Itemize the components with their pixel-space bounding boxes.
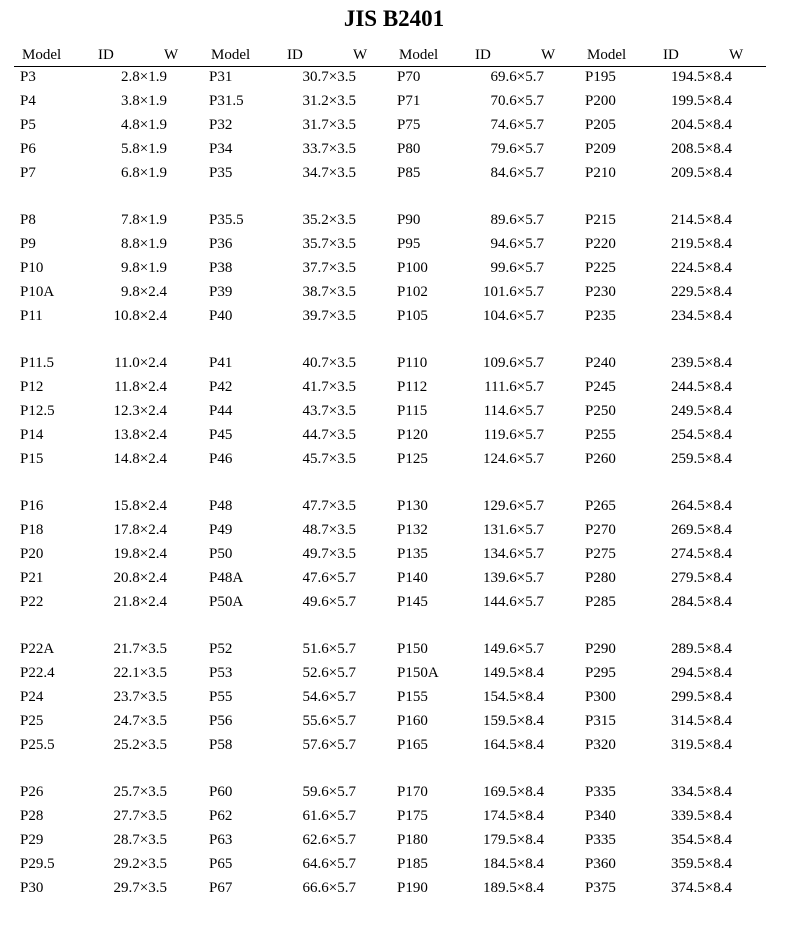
size-cell: 27.7×3.5	[113, 808, 167, 824]
model-cell: P10A	[20, 284, 55, 300]
model-cell: P255	[585, 427, 616, 443]
size-cell: 35.7×3.5	[302, 236, 356, 252]
model-cell: P90	[397, 212, 421, 228]
model-cell: P6	[20, 141, 36, 157]
model-cell: P3	[20, 69, 36, 85]
size-cell: 70.6×5.7	[490, 93, 544, 109]
header-w-2: W	[353, 47, 368, 63]
model-cell: P215	[585, 212, 616, 228]
size-cell: 94.6×5.7	[490, 236, 544, 252]
size-cell: 249.5×8.4	[671, 403, 732, 419]
size-cell: 229.5×8.4	[671, 284, 732, 300]
model-cell: P46	[209, 451, 233, 467]
size-cell: 62.6×5.7	[302, 832, 356, 848]
model-cell: P150A	[397, 665, 439, 681]
size-cell: 339.5×8.4	[671, 808, 732, 824]
model-cell: P315	[585, 713, 616, 729]
size-cell: 5.8×1.9	[121, 141, 167, 157]
model-cell: P115	[397, 403, 428, 419]
size-cell: 149.6×5.7	[483, 641, 544, 657]
model-cell: P190	[397, 880, 428, 896]
model-cell: P112	[397, 379, 428, 395]
model-cell: P205	[585, 117, 616, 133]
model-cell: P9	[20, 236, 36, 252]
model-cell: P49	[209, 522, 233, 538]
size-cell: 124.6×5.7	[483, 451, 544, 467]
model-cell: P125	[397, 451, 428, 467]
model-cell: P95	[397, 236, 421, 252]
size-cell: 14.8×2.4	[113, 451, 167, 467]
model-cell: P185	[397, 856, 428, 872]
model-cell: P24	[20, 689, 44, 705]
size-cell: 43.7×3.5	[302, 403, 356, 419]
size-cell: 33.7×3.5	[302, 141, 356, 157]
size-cell: 239.5×8.4	[671, 355, 732, 371]
model-cell: P42	[209, 379, 233, 395]
size-cell: 37.7×3.5	[302, 260, 356, 276]
size-cell: 9.8×1.9	[121, 260, 167, 276]
model-cell: P240	[585, 355, 616, 371]
model-cell: P45	[209, 427, 233, 443]
size-cell: 54.6×5.7	[302, 689, 356, 705]
size-cell: 21.7×3.5	[113, 641, 167, 657]
size-cell: 294.5×8.4	[671, 665, 732, 681]
model-cell: P22.4	[20, 665, 55, 681]
size-cell: 104.6×5.7	[483, 308, 544, 324]
model-cell: P15	[20, 451, 44, 467]
model-cell: P22A	[20, 641, 55, 657]
model-cell: P230	[585, 284, 616, 300]
size-cell: 20.8×2.4	[113, 570, 167, 586]
model-cell: P250	[585, 403, 616, 419]
model-cell: P225	[585, 260, 616, 276]
model-cell: P21	[20, 570, 44, 586]
model-cell: P26	[20, 784, 44, 800]
model-cell: P80	[397, 141, 421, 157]
model-cell: P20	[20, 546, 44, 562]
model-cell: P320	[585, 737, 616, 753]
size-cell: 48.7×3.5	[302, 522, 356, 538]
model-cell: P29.5	[20, 856, 55, 872]
size-cell: 9.8×2.4	[121, 284, 167, 300]
size-cell: 79.6×5.7	[490, 141, 544, 157]
model-cell: P5	[20, 117, 36, 133]
model-cell: P235	[585, 308, 616, 324]
model-cell: P65	[209, 856, 233, 872]
size-cell: 101.6×5.7	[483, 284, 544, 300]
size-cell: 39.7×3.5	[302, 308, 356, 324]
size-cell: 334.5×8.4	[671, 784, 732, 800]
model-cell: P145	[397, 594, 428, 610]
size-cell: 154.5×8.4	[483, 689, 544, 705]
size-cell: 29.2×3.5	[113, 856, 167, 872]
model-cell: P209	[585, 141, 616, 157]
size-cell: 359.5×8.4	[671, 856, 732, 872]
size-cell: 47.7×3.5	[302, 498, 356, 514]
header-id-3: ID	[475, 47, 491, 63]
size-cell: 319.5×8.4	[671, 737, 732, 753]
model-cell: P132	[397, 522, 428, 538]
model-cell: P335	[585, 832, 616, 848]
size-cell: 234.5×8.4	[671, 308, 732, 324]
header-w-1: W	[164, 47, 179, 63]
size-cell: 284.5×8.4	[671, 594, 732, 610]
size-cell: 244.5×8.4	[671, 379, 732, 395]
model-cell: P175	[397, 808, 428, 824]
model-cell: P70	[397, 69, 421, 85]
size-cell: 66.6×5.7	[302, 880, 356, 896]
model-cell: P18	[20, 522, 44, 538]
model-cell: P52	[209, 641, 233, 657]
model-cell: P39	[209, 284, 233, 300]
model-cell: P165	[397, 737, 428, 753]
size-cell: 17.8×2.4	[113, 522, 167, 538]
size-cell: 10.8×2.4	[113, 308, 167, 324]
size-cell: 149.5×8.4	[483, 665, 544, 681]
size-cell: 2.8×1.9	[121, 69, 167, 85]
header-model-4: Model	[587, 47, 627, 63]
size-cell: 274.5×8.4	[671, 546, 732, 562]
model-cell: P335	[585, 784, 616, 800]
model-cell: P35.5	[209, 212, 244, 228]
size-cell: 354.5×8.4	[671, 832, 732, 848]
header-model-3: Model	[399, 47, 439, 63]
model-cell: P280	[585, 570, 616, 586]
size-cell: 55.6×5.7	[302, 713, 356, 729]
size-cell: 22.1×3.5	[113, 665, 167, 681]
size-cell: 4.8×1.9	[121, 117, 167, 133]
size-cell: 57.6×5.7	[302, 737, 356, 753]
size-cell: 21.8×2.4	[113, 594, 167, 610]
model-cell: P220	[585, 236, 616, 252]
model-cell: P50	[209, 546, 233, 562]
size-cell: 259.5×8.4	[671, 451, 732, 467]
model-cell: P360	[585, 856, 616, 872]
size-cell: 219.5×8.4	[671, 236, 732, 252]
model-cell: P150	[397, 641, 428, 657]
size-cell: 114.6×5.7	[483, 403, 544, 419]
model-cell: P7	[20, 165, 36, 181]
size-cell: 314.5×8.4	[671, 713, 732, 729]
model-cell: P340	[585, 808, 616, 824]
size-cell: 24.7×3.5	[113, 713, 167, 729]
size-cell: 84.6×5.7	[490, 165, 544, 181]
size-cell: 11.0×2.4	[114, 355, 167, 371]
model-cell: P375	[585, 880, 616, 896]
model-cell: P58	[209, 737, 233, 753]
size-cell: 119.6×5.7	[483, 427, 544, 443]
model-cell: P29	[20, 832, 44, 848]
page-title: JIS B2401	[343, 6, 445, 31]
model-cell: P210	[585, 165, 616, 181]
size-cell: 109.6×5.7	[483, 355, 544, 371]
model-cell: P75	[397, 117, 421, 133]
model-cell: P100	[397, 260, 428, 276]
size-cell: 59.6×5.7	[302, 784, 356, 800]
size-cell: 99.6×5.7	[490, 260, 544, 276]
size-cell: 194.5×8.4	[671, 69, 732, 85]
size-cell: 144.6×5.7	[483, 594, 544, 610]
size-cell: 374.5×8.4	[671, 880, 732, 896]
size-cell: 13.8×2.4	[113, 427, 167, 443]
model-cell: P34	[209, 141, 233, 157]
size-cell: 61.6×5.7	[302, 808, 356, 824]
size-cell: 199.5×8.4	[671, 93, 732, 109]
size-cell: 64.6×5.7	[302, 856, 356, 872]
model-cell: P63	[209, 832, 233, 848]
size-cell: 129.6×5.7	[483, 498, 544, 514]
model-cell: P270	[585, 522, 616, 538]
size-cell: 7.8×1.9	[121, 212, 167, 228]
model-cell: P25	[20, 713, 44, 729]
size-cell: 8.8×1.9	[121, 236, 167, 252]
size-cell: 31.2×3.5	[302, 93, 356, 109]
size-cell: 174.5×8.4	[483, 808, 544, 824]
size-cell: 179.5×8.4	[483, 832, 544, 848]
size-cell: 134.6×5.7	[483, 546, 544, 562]
size-cell: 15.8×2.4	[113, 498, 167, 514]
model-cell: P265	[585, 498, 616, 514]
size-cell: 111.6×5.7	[484, 379, 544, 395]
size-cell: 52.6×5.7	[302, 665, 356, 681]
model-cell: P275	[585, 546, 616, 562]
model-cell: P31.5	[209, 93, 244, 109]
header-id-1: ID	[98, 47, 114, 63]
size-cell: 25.7×3.5	[113, 784, 167, 800]
size-cell: 11.8×2.4	[114, 379, 167, 395]
model-cell: P16	[20, 498, 44, 514]
model-cell: P14	[20, 427, 44, 443]
header-model-1: Model	[22, 47, 62, 63]
model-cell: P60	[209, 784, 233, 800]
model-cell: P53	[209, 665, 233, 681]
size-cell: 45.7×3.5	[302, 451, 356, 467]
size-cell: 30.7×3.5	[302, 69, 356, 85]
model-cell: P285	[585, 594, 616, 610]
model-cell: P48A	[209, 570, 244, 586]
model-cell: P22	[20, 594, 44, 610]
model-cell: P40	[209, 308, 233, 324]
size-cell: 184.5×8.4	[483, 856, 544, 872]
size-cell: 204.5×8.4	[671, 117, 732, 133]
size-cell: 224.5×8.4	[671, 260, 732, 276]
model-cell: P195	[585, 69, 616, 85]
size-cell: 3.8×1.9	[121, 93, 167, 109]
model-cell: P38	[209, 260, 233, 276]
model-cell: P35	[209, 165, 233, 181]
model-cell: P11	[20, 308, 43, 324]
model-cell: P135	[397, 546, 428, 562]
size-cell: 131.6×5.7	[483, 522, 544, 538]
size-cell: 139.6×5.7	[483, 570, 544, 586]
size-cell: 89.6×5.7	[490, 212, 544, 228]
model-cell: P12.5	[20, 403, 55, 419]
model-cell: P140	[397, 570, 428, 586]
header-w-3: W	[541, 47, 556, 63]
model-cell: P102	[397, 284, 428, 300]
size-cell: 51.6×5.7	[302, 641, 356, 657]
size-cell: 279.5×8.4	[671, 570, 732, 586]
model-cell: P10	[20, 260, 44, 276]
size-cell: 47.6×5.7	[302, 570, 356, 586]
model-cell: P290	[585, 641, 616, 657]
size-cell: 74.6×5.7	[490, 117, 544, 133]
header-model-2: Model	[211, 47, 251, 63]
model-cell: P62	[209, 808, 233, 824]
model-cell: P245	[585, 379, 616, 395]
size-cell: 38.7×3.5	[302, 284, 356, 300]
model-cell: P71	[397, 93, 421, 109]
size-cell: 40.7×3.5	[302, 355, 356, 371]
size-cell: 12.3×2.4	[113, 403, 167, 419]
size-cell: 23.7×3.5	[113, 689, 167, 705]
size-cell: 28.7×3.5	[113, 832, 167, 848]
size-cell: 208.5×8.4	[671, 141, 732, 157]
size-cell: 299.5×8.4	[671, 689, 732, 705]
size-cell: 44.7×3.5	[302, 427, 356, 443]
size-cell: 169.5×8.4	[483, 784, 544, 800]
model-cell: P200	[585, 93, 616, 109]
size-cell: 264.5×8.4	[671, 498, 732, 514]
size-cell: 209.5×8.4	[671, 165, 732, 181]
model-cell: P28	[20, 808, 44, 824]
model-cell: P180	[397, 832, 428, 848]
size-cell: 49.6×5.7	[302, 594, 356, 610]
model-cell: P30	[20, 880, 44, 896]
model-cell: P11.5	[20, 355, 55, 371]
model-cell: P300	[585, 689, 616, 705]
size-cell: 34.7×3.5	[302, 165, 356, 181]
size-cell: 189.5×8.4	[483, 880, 544, 896]
model-cell: P4	[20, 93, 36, 109]
model-cell: P55	[209, 689, 233, 705]
model-cell: P260	[585, 451, 616, 467]
model-cell: P8	[20, 212, 36, 228]
model-cell: P130	[397, 498, 428, 514]
size-cell: 31.7×3.5	[302, 117, 356, 133]
model-cell: P56	[209, 713, 233, 729]
size-cell: 25.2×3.5	[113, 737, 167, 753]
model-cell: P170	[397, 784, 428, 800]
model-cell: P110	[397, 355, 428, 371]
size-cell: 69.6×5.7	[490, 69, 544, 85]
model-cell: P105	[397, 308, 428, 324]
size-cell: 35.2×3.5	[302, 212, 356, 228]
size-cell: 289.5×8.4	[671, 641, 732, 657]
header-id-2: ID	[287, 47, 303, 63]
size-cell: 49.7×3.5	[302, 546, 356, 562]
model-cell: P67	[209, 880, 233, 896]
model-cell: P295	[585, 665, 616, 681]
model-cell: P155	[397, 689, 428, 705]
model-cell: P44	[209, 403, 233, 419]
size-cell: 164.5×8.4	[483, 737, 544, 753]
size-cell: 269.5×8.4	[671, 522, 732, 538]
model-cell: P12	[20, 379, 44, 395]
model-cell: P50A	[209, 594, 244, 610]
model-cell: P32	[209, 117, 233, 133]
size-cell: 159.5×8.4	[483, 713, 544, 729]
size-cell: 41.7×3.5	[302, 379, 356, 395]
model-cell: P160	[397, 713, 428, 729]
model-cell: P36	[209, 236, 233, 252]
size-cell: 254.5×8.4	[671, 427, 732, 443]
model-cell: P31	[209, 69, 233, 85]
model-cell: P85	[397, 165, 421, 181]
model-cell: P41	[209, 355, 233, 371]
header-id-4: ID	[663, 47, 679, 63]
model-cell: P120	[397, 427, 428, 443]
size-cell: 29.7×3.5	[113, 880, 167, 896]
model-cell: P48	[209, 498, 233, 514]
model-cell: P25.5	[20, 737, 55, 753]
header-w-4: W	[729, 47, 744, 63]
size-cell: 19.8×2.4	[113, 546, 167, 562]
size-cell: 6.8×1.9	[121, 165, 167, 181]
size-cell: 214.5×8.4	[671, 212, 732, 228]
